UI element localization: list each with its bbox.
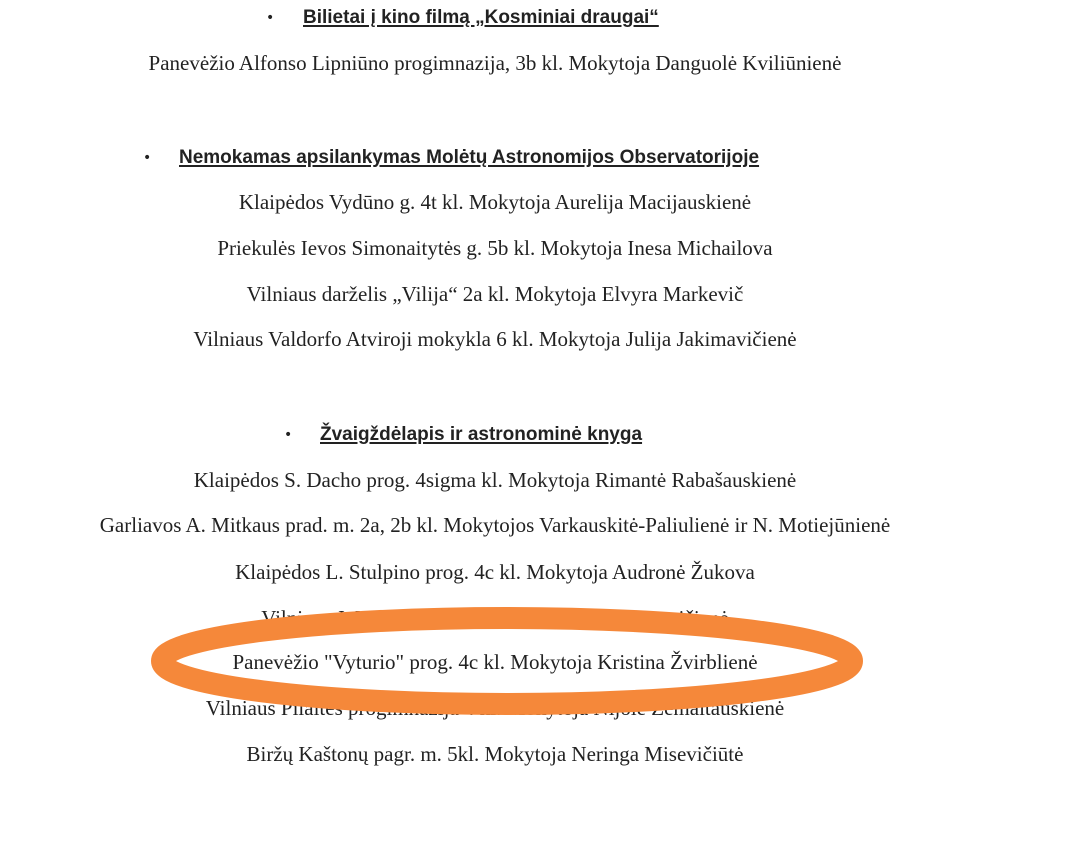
section-title: Žvaigždėlapis ir astronominė knyga [320,424,643,445]
bullet-icon: • [284,427,293,443]
winner-entry: Garliavos A. Mitkaus prad. m. 2a, 2b kl. Mokytojos Varkauskitė-Paliulienė ir N. Motiejūnienė [99,513,891,537]
winner-entry-obscured: Vilniaus J. Masioto prad. m. 4c kl. Lina Kasperavičienė [261,606,729,630]
winner-entry: Klaipėdos L. Stulpino prog. 4c kl. Mokytoja Audronė Žukova [235,560,755,584]
winner-entry: Priekulės Ievos Simonaitytės g. 5b kl. Mokytoja Inesa Michailova [217,236,773,260]
bullet-icon: • [266,10,275,26]
winner-entry-highlighted: Panevėžio "Vyturio" prog. 4c kl. Mokytoja Kristina Žvirblienė [232,650,758,674]
winner-entry: Vilniaus darželis „Vilija“ 2a kl. Mokytoja Elvyra Markevič [246,282,744,306]
winner-entry: Klaipėdos S. Dacho prog. 4sigma kl. Mokytoja Rimantė Rabašauskienė [193,468,797,492]
winner-entry-obscured: Vilniaus Pilaitės progimnazija 4 kl. Mokytoja Nijolė Žemaitauskienė [205,696,785,720]
section-title: Nemokamas apsilankymas Molėtų Astronomijos Observatorijoje [179,147,760,168]
winner-entry: Vilniaus Valdorfo Atviroji mokykla 6 kl. Mokytoja Julija Jakimavičienė [193,327,797,351]
winner-entry: Biržų Kaštonų pagr. m. 5kl. Mokytoja Neringa Misevičiūtė [246,742,744,766]
section-title: Bilietai į kino filmą „Kosminiai draugai“ [303,7,659,28]
bullet-icon: • [143,150,152,166]
winner-entry: Panevėžio Alfonso Lipniūno progimnazija, 3b kl. Mokytoja Danguolė Kviliūnienė [148,51,842,75]
winner-entry: Klaipėdos Vydūno g. 4t kl. Mokytoja Aurelija Macijauskienė [238,190,752,214]
